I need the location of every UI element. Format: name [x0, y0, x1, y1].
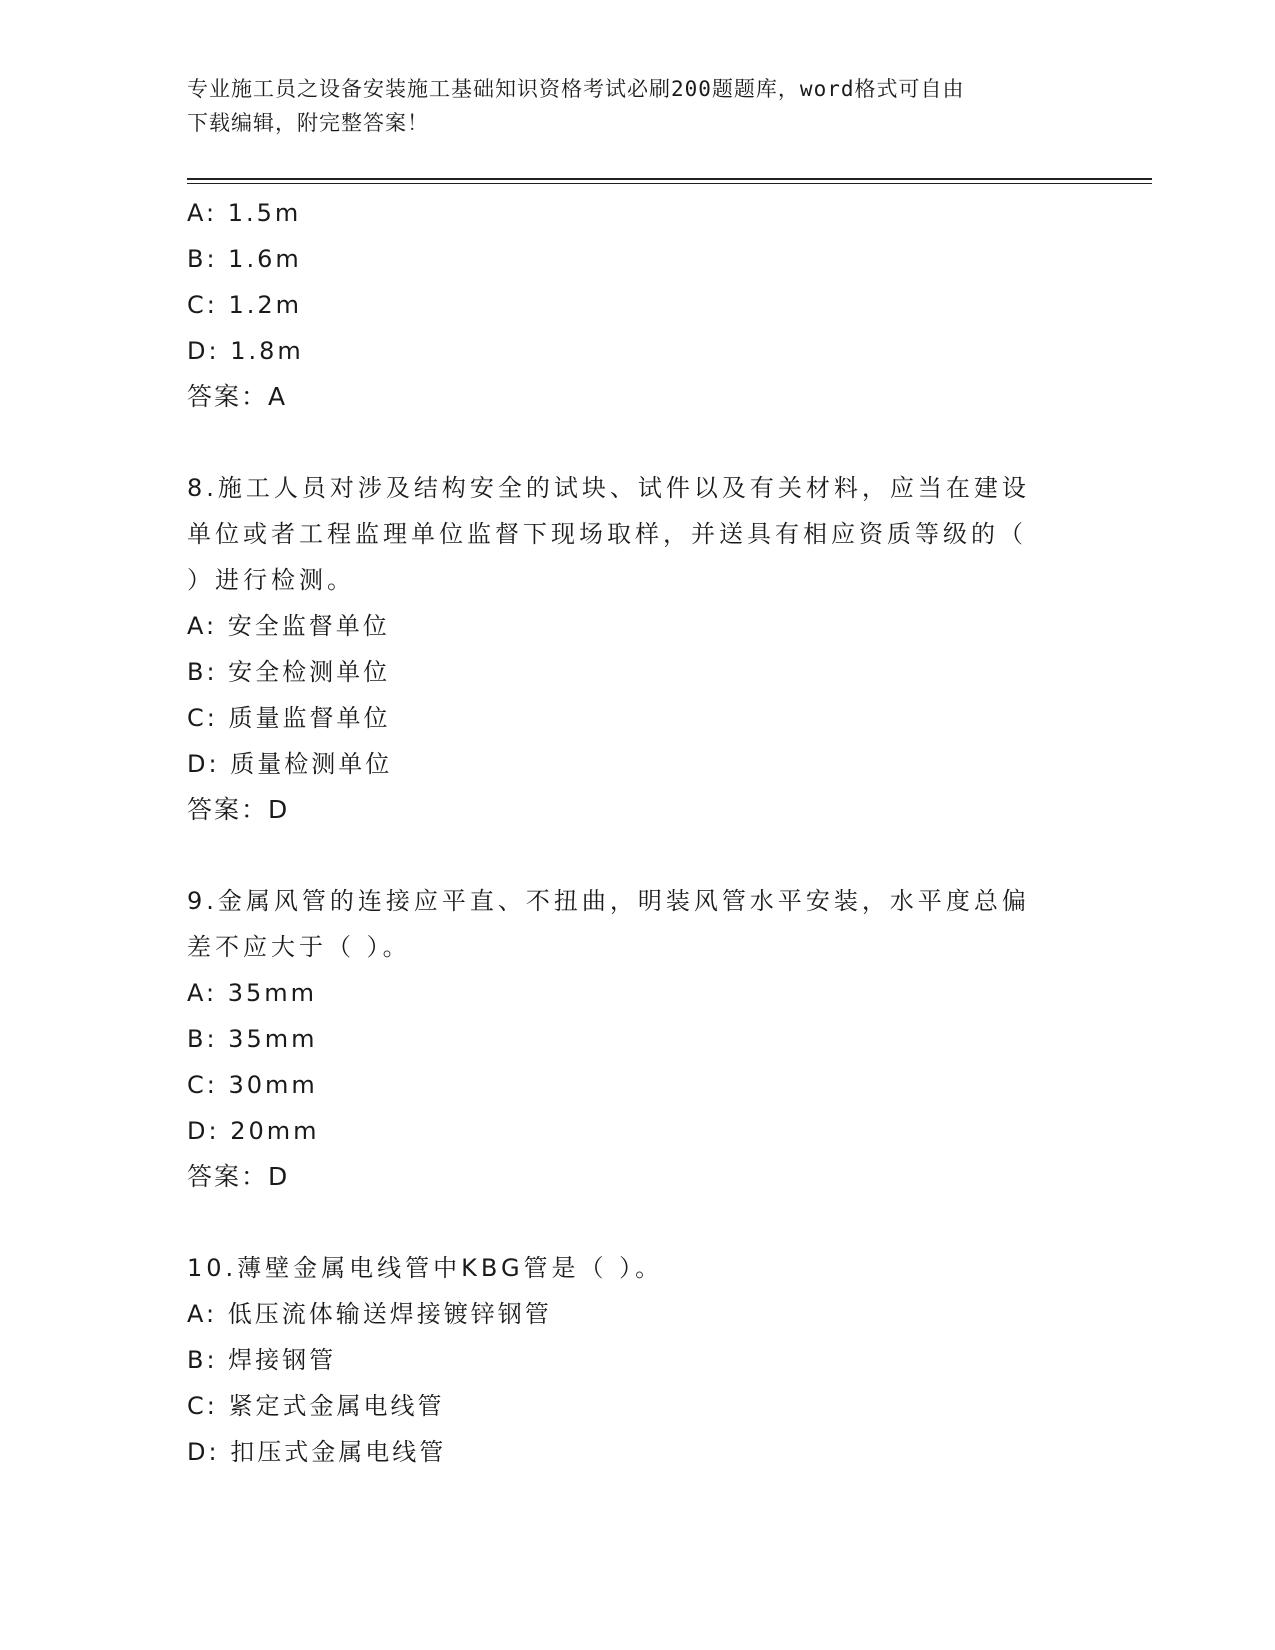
- header-title-line-2: 下载编辑，附完整答案！: [187, 111, 429, 135]
- option-c: C: 紧定式金属电线管: [187, 1392, 445, 1420]
- question-text-line: 单位或者工程监理单位监督下现场取样，并送具有相应资质等级的（: [187, 520, 1027, 548]
- option-a: A: 安全监督单位: [187, 612, 390, 640]
- header-divider-thin: [187, 183, 1152, 184]
- question-9: [187, 878, 1067, 1200]
- option-c: C: 30mm: [187, 1071, 318, 1099]
- option-c: C: 质量监督单位: [187, 704, 391, 732]
- question-8: [187, 465, 1067, 833]
- option-b: B: 安全检测单位: [187, 658, 391, 686]
- spacer: [187, 833, 1067, 878]
- option-a: A: 低压流体输送焊接镀锌钢管: [187, 1300, 552, 1328]
- option-d: D: 1.8m: [187, 337, 304, 365]
- spacer: [187, 1200, 1067, 1245]
- option-b: B: 35mm: [187, 1025, 318, 1053]
- answer: 答案：D: [187, 1162, 290, 1191]
- question-text-line: 10.薄壁金属电线管中KBG管是（ ）。: [187, 1254, 664, 1282]
- option-c: C: 1.2m: [187, 291, 303, 319]
- question-text-line: 8.施工人员对涉及结构安全的试块、试件以及有关材料，应当在建设: [187, 474, 1030, 502]
- document-header: [187, 72, 1067, 140]
- spacer: [187, 420, 1067, 465]
- option-b: B: 焊接钢管: [187, 1346, 337, 1374]
- option-a: A: 1.5m: [187, 199, 302, 227]
- answer: 答案：D: [187, 795, 290, 824]
- option-b: B: 1.6m: [187, 245, 302, 273]
- answer: 答案：A: [187, 382, 288, 411]
- question-text-line: ）进行检测。: [187, 566, 355, 594]
- question-text-line: 差不应大于（ ）。: [187, 933, 411, 961]
- header-title-line-1: 专业施工员之设备安装施工基础知识资格考试必刷200题题库，word格式可自由: [187, 77, 965, 101]
- option-d: D: 扣压式金属电线管: [187, 1438, 447, 1466]
- question-10: [187, 1245, 1067, 1475]
- option-d: D: 质量检测单位: [187, 750, 393, 778]
- question-7: [187, 190, 1067, 420]
- question-list: [187, 190, 1067, 1475]
- header-divider-thick: [187, 178, 1152, 180]
- question-text-line: 9.金属风管的连接应平直、不扭曲，明装风管水平安装，水平度总偏: [187, 887, 1030, 915]
- option-d: D: 20mm: [187, 1117, 320, 1145]
- option-a: A: 35mm: [187, 979, 318, 1007]
